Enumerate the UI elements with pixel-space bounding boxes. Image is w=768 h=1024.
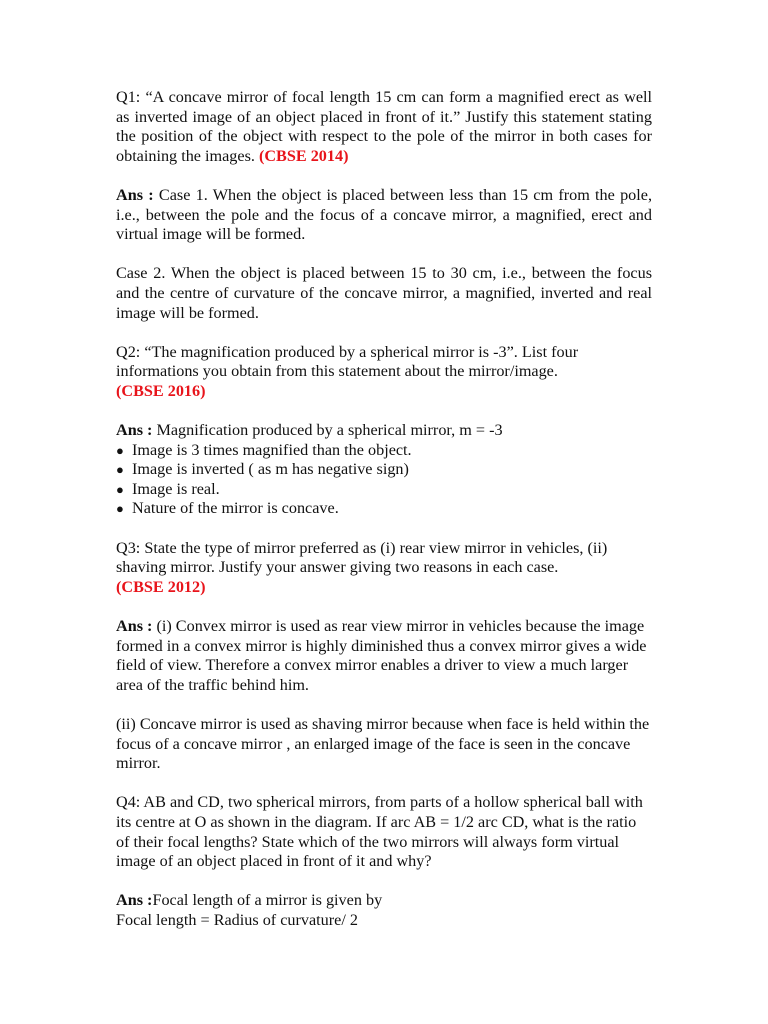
- list-item: ● Image is inverted ( as m has negative sign): [116, 460, 409, 479]
- question-2-reference: (CBSE 2016): [116, 381, 206, 400]
- question-2: [116, 343, 652, 402]
- answer-1-case-2-text: Case 2. When the object is placed between 15 to 30 cm, i.e., between the focus and the centre of curvature of the concave mirror, a magnified, inverted and real image will be formed.: [116, 264, 652, 322]
- question-3: [116, 539, 652, 598]
- bullet-icon: ●: [116, 462, 124, 478]
- answer-2-label: Ans :: [116, 421, 153, 440]
- answer-4-line-1-text: Focal length of a mirror is given by: [152, 891, 383, 910]
- answer-3-label: Ans :: [116, 617, 153, 636]
- answer-3-part-1: [116, 617, 652, 695]
- question-3-reference: (CBSE 2012): [116, 577, 206, 596]
- question-4-text: Q4: AB and CD, two spherical mirrors, from parts of a hollow spherical ball with its centre at O as shown in the diagram. If arc AB = 1/2 arc CD, what is the ratio of their focal lengths? State which of the two mirrors will always form virtual image of an object placed in front of it and why?: [116, 793, 643, 871]
- list-item: ● Image is 3 times magnified than the object.: [116, 440, 412, 459]
- answer-2-intro-text: Magnification produced by a spherical mirror, m = -3: [156, 421, 503, 440]
- list-item: ● Image is real.: [116, 479, 220, 498]
- answer-3-part-2: [116, 715, 652, 774]
- answer-3-part-2-text: (ii) Concave mirror is used as shaving mirror because when face is held within the focus of a concave mirror , an enlarged image of the face is seen in the concave mirror.: [116, 715, 650, 773]
- answer-2-list: [116, 441, 652, 519]
- answer-1-case-1-text: Case 1. When the object is placed between less than 15 cm from the pole, i.e., between the pole and the focus of a concave mirror, a magnified, erect and virtual image will be formed.: [116, 185, 653, 244]
- answer-1-label: Ans :: [116, 185, 154, 204]
- answer-4-label: Ans :: [116, 891, 153, 910]
- answer-1-case-1: [116, 186, 652, 245]
- question-1: [116, 88, 652, 166]
- question-2-text: Q2: “The magnification produced by a spherical mirror is -3”. List four informations you obtain from this statement about the mirror/image.: [116, 342, 579, 381]
- question-1-reference: (CBSE 2014): [258, 146, 349, 165]
- answer-2-intro-line: [116, 421, 652, 441]
- question-4: [116, 793, 652, 871]
- answer-4-line-2: Focal length = Radius of curvature/ 2: [116, 910, 358, 929]
- bullet-icon: ●: [116, 501, 124, 517]
- answer-1-case-2: [116, 264, 652, 323]
- answer-3-part-1-text: (i) Convex mirror is used as rear view mirror in vehicles because the image formed in a convex mirror is highly diminished thus a convex mirror gives a wide field of view. Therefore a convex mirror enables a driver to view a much larger area of the traffic behind him.: [116, 617, 647, 694]
- answer-4: [116, 891, 652, 930]
- answer-4-line-1: [116, 891, 652, 911]
- bullet-icon: ●: [116, 481, 124, 497]
- question-1-text: Q1: “A concave mirror of focal length 15 cm can form a magnified erect as well as inverted image of an object placed in front of it.” Justify this statement stating the position of the object with respect to the pole of the mirror in both cases for obtaining the images.: [116, 88, 652, 165]
- bullet-icon: ●: [116, 442, 124, 458]
- list-item: ● Nature of the mirror is concave.: [116, 499, 339, 518]
- question-3-text: Q3: State the type of mirror preferred as (i) rear view mirror in vehicles, (ii) shaving mirror. Justify your answer giving two reasons in each case.: [116, 538, 608, 577]
- document-page: [116, 88, 652, 950]
- answer-2: [116, 421, 652, 519]
